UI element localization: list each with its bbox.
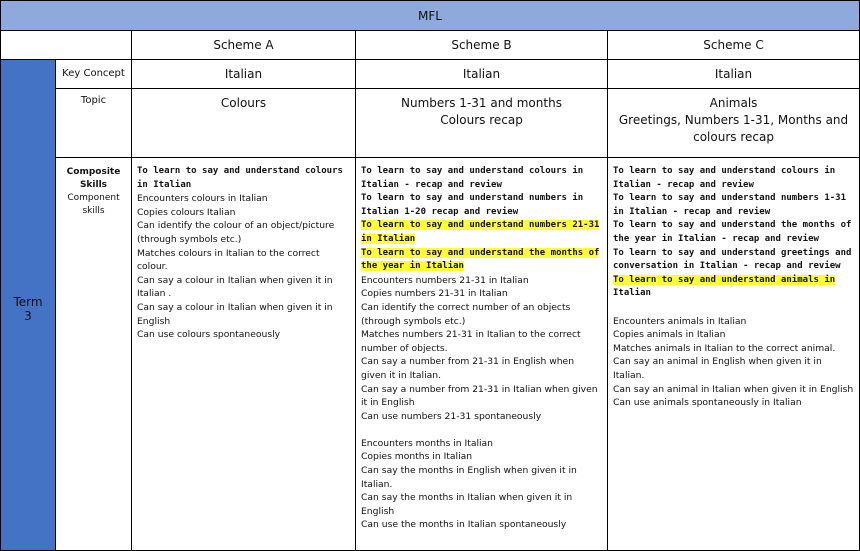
list-item: Can say a number from 21-31 in English when given it in Italian.: [361, 356, 575, 381]
scheme-c-objective: To learn to say and understand the months of the year in Italian - recap and review: [613, 220, 852, 244]
spacer: [613, 301, 854, 315]
topic-a: [132, 89, 356, 158]
topic-b-line2: Colours recap: [440, 113, 523, 127]
list-item: Can use the months in Italian spontaneously: [361, 519, 567, 531]
scheme-a-header: Scheme A: [132, 31, 356, 60]
topic-label: Topic: [56, 89, 132, 158]
list-item: Can identify the correct number of an objects (through symbols etc.): [361, 301, 571, 327]
key-concept-label: Key Concept: [56, 60, 132, 89]
topic-c-line2: Greetings, Numbers 1-31, Months and colours recap: [618, 113, 849, 144]
list-item: Can say a colour in Italian when given it in Italian .: [137, 274, 333, 300]
scheme-c-skills: [608, 158, 860, 551]
topic-b-line1: Numbers 1-31 and months: [401, 96, 562, 110]
list-item: Can say the months in English when given it in Italian.: [361, 465, 577, 490]
list-item: Encounters numbers 21-31 in Italian: [361, 274, 529, 286]
list-item: Matches animals in Italian to the correct animal.: [613, 342, 836, 354]
list-item: Can identify the colour of an object/picture (through symbols etc.): [137, 220, 335, 245]
list-item: Copies animals in Italian: [613, 329, 726, 341]
topic-c: [608, 89, 860, 158]
key-concept-b: Italian: [356, 60, 608, 89]
list-item: Copies months in Italian: [361, 451, 473, 463]
scheme-b-header: Scheme B: [356, 31, 608, 60]
scheme-b-objective-highlighted: [361, 219, 602, 246]
objective-tail: Italian: [613, 288, 651, 299]
list-item: Matches colours in Italian to the correct colour.: [137, 247, 320, 273]
scheme-b-objective: To learn to say and understand colours in Italian - recap and review: [361, 166, 584, 190]
term-text: Term 3: [13, 295, 43, 323]
table-title: MFL: [1, 1, 860, 31]
highlight-text: To learn to say and understand numbers 21-31 in Italian: [361, 220, 600, 244]
scheme-c-objective: To learn to say and understand greetings and conversation in Italian - recap and review: [613, 247, 852, 272]
highlight-text: To learn to say and understand animals in: [613, 274, 836, 285]
highlight-text: To learn to say and understand the months of the year in Italian: [361, 247, 600, 272]
key-concept-a: Italian: [132, 60, 356, 89]
scheme-b-skills: [356, 158, 608, 551]
list-item: Copies numbers 21-31 in Italian: [361, 288, 508, 300]
list-item: Can say a number from 21-31 in Italian when given it in English: [361, 383, 598, 409]
list-item: Encounters colours in Italian: [137, 193, 268, 205]
spacer: [361, 423, 602, 437]
list-item: Can say an animal in English when given it in Italian.: [613, 356, 822, 381]
scheme-c-objective: To learn to say and understand numbers 1-31 in Italian - recap and review: [613, 193, 846, 217]
list-item: Can say an animal in Italian when given it in English: [613, 383, 854, 395]
header-blank-cell: [1, 31, 132, 60]
scheme-c-objective: To learn to say and understand colours in Italian - recap and review: [613, 166, 836, 190]
scheme-c-objective-highlighted: [613, 274, 854, 301]
scheme-b-objective: To learn to say and understand numbers in Italian 1-20 recap and review: [361, 193, 584, 217]
topic-a-text: Colours: [220, 96, 267, 110]
key-concept-c: Italian: [608, 60, 860, 89]
list-item: Can use numbers 21-31 spontaneously: [361, 410, 542, 422]
scheme-a-objective: To learn to say and understand colours in Italian: [137, 166, 343, 190]
list-item: Can say a colour in Italian when given it in English: [137, 301, 333, 327]
list-item: Can say the months in Italian when given it in English: [361, 492, 573, 517]
list-item: Encounters animals in Italian: [613, 315, 747, 327]
topic-c-line1: Animals: [709, 96, 758, 110]
list-item: Can use animals spontaneously in Italian: [613, 397, 802, 409]
component-skills-label: Component skills: [67, 193, 120, 216]
term-label: [1, 60, 56, 551]
skills-label: [56, 158, 132, 551]
scheme-a-skills: [132, 158, 356, 551]
list-item: Copies colours Italian: [137, 206, 236, 218]
scheme-b-objective-highlighted: [361, 247, 602, 274]
list-item: Can use colours spontaneously: [137, 329, 281, 341]
topic-b: [356, 89, 608, 158]
list-item: Matches numbers 21-31 in Italian to the correct number of objects.: [361, 329, 581, 354]
list-item: Encounters months in Italian: [361, 437, 494, 449]
composite-skills-label: Composite Skills: [66, 167, 121, 190]
scheme-c-header: Scheme C: [608, 31, 860, 60]
